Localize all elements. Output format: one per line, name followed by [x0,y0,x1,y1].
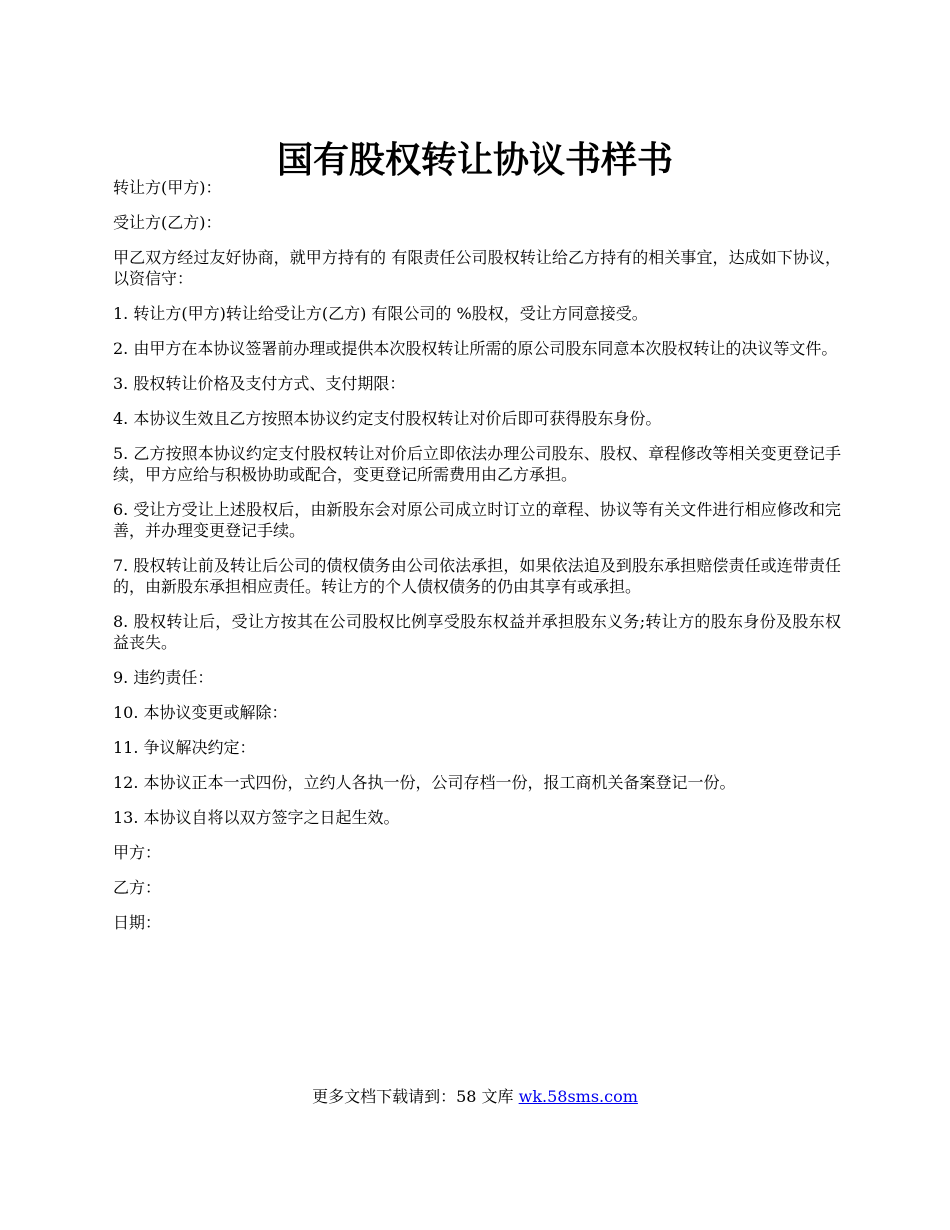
document-title: 国有股权转让协议书样书 [276,139,673,182]
clause-4: 4. 本协议生效且乙方按照本协议约定支付股权转让对价后即可获得股东身份。 [113,409,662,428]
footer [0,1086,950,1108]
signature-date: 日期： [113,913,162,932]
document-body [113,177,841,947]
clause-11: 11. 争议解决约定： [113,738,256,757]
clause-5: 5. 乙方按照本协议约定支付股权转让对价后立即依法办理公司股东、股权、章程修改等相关变更登记手续，甲方应给与积极协助或配合，变更登记所需费用由乙方承担。 [113,444,841,484]
clause-3: 3. 股权转让价格及支付方式、支付期限： [113,374,406,393]
footer-prefix: 更多文档下载请到：58 文库 [312,1087,519,1106]
footer-link[interactable]: wk.58sms.com [518,1087,638,1106]
party-a-line: 转让方(甲方)： [113,178,222,197]
clause-13: 13. 本协议自将以双方签字之日起生效。 [113,808,400,827]
clause-7: 7. 股权转让前及转让后公司的债权债务由公司依法承担，如果依法追及到股东承担赔偿责任或连带责任的，由新股东承担相应责任。转让方的个人债权债务的仍由其享有或承担。 [113,556,841,596]
clause-1: 1. 转让方(甲方)转让给受让方(乙方) 有限公司的 %股权，受让方同意接受。 [113,304,648,323]
clause-6: 6. 受让方受让上述股权后，由新股东会对原公司成立时订立的章程、协议等有关文件进行相应修改和完善，并办理变更登记手续。 [113,500,841,540]
signature-party-b: 乙方： [113,878,162,897]
clause-9: 9. 违约责任： [113,668,214,687]
clause-12: 12. 本协议正本一式四份，立约人各执一份，公司存档一份，报工商机关备案登记一份。 [113,773,736,792]
signature-party-a: 甲方： [113,843,162,862]
intro-paragraph: 甲乙双方经过友好协商，就甲方持有的 有限责任公司股权转让给乙方持有的相关事宜，达成如下协议，以资信守： [113,248,841,288]
clause-8: 8. 股权转让后，受让方按其在公司股权比例享受股东权益并承担股东义务;转让方的股东身份及股东权益丧失。 [113,612,841,652]
clause-10: 10. 本协议变更或解除： [113,703,288,722]
clause-2: 2. 由甲方在本协议签署前办理或提供本次股权转让所需的原公司股东同意本次股权转让的决议等文件。 [113,339,838,358]
party-b-line: 受让方(乙方)： [113,213,222,232]
